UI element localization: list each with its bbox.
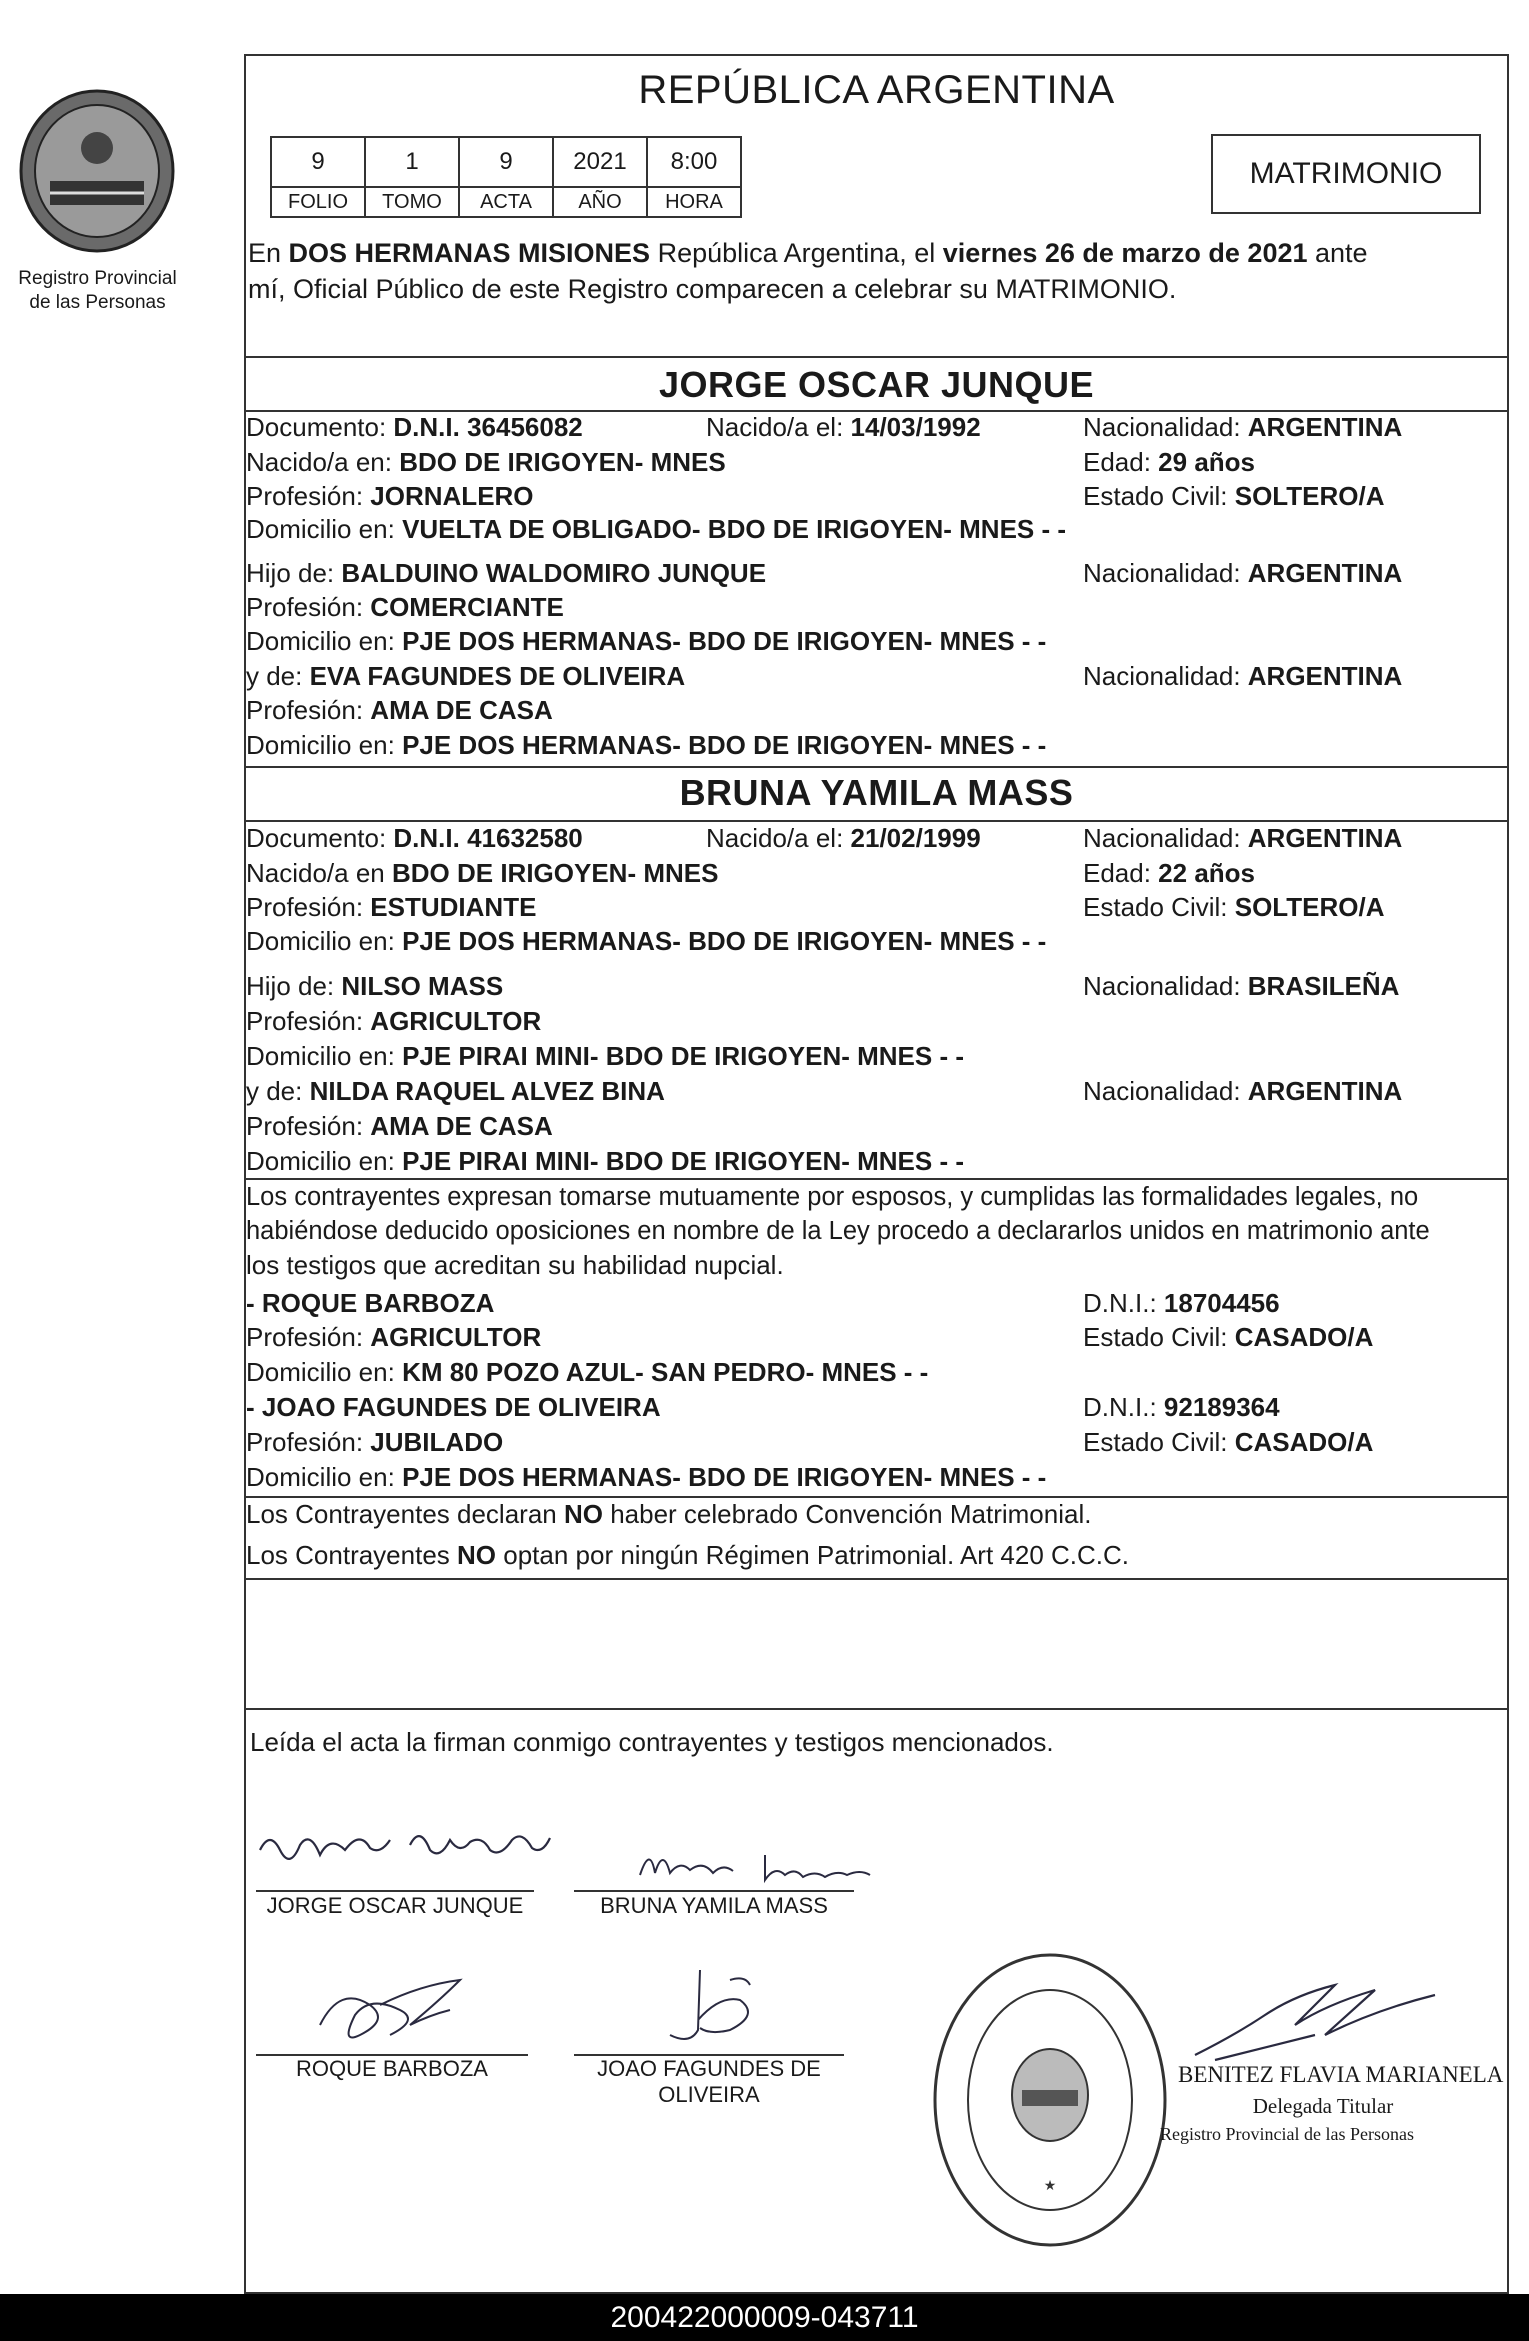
groom-civil-status: Estado Civil: SOLTERO/A: [1083, 481, 1385, 511]
groom-mother-nationality: Nacionalidad: ARGENTINA: [1083, 661, 1403, 691]
groom-birthplace: Nacido/a en: BDO DE IRIGOYEN- MNES: [246, 447, 726, 477]
declaration-line2: habiéndose deducido oposiciones en nombre de la Ley procedo a declararlos unidos en matrimonio ante: [246, 1217, 1430, 1245]
document-type-box: MATRIMONIO: [1211, 134, 1481, 214]
witness2-profession: Profesión: JUBILADO: [246, 1427, 504, 1457]
witness2-signature-label-line1: JOAO FAGUNDES DE: [597, 2056, 821, 2081]
declaration-line1: Los contrayentes expresan tomarse mutuamente por esposos, y cumplidas las formalidades legales, no: [246, 1183, 1419, 1211]
declaration-line3: los testigos que acreditan su habilidad nupcial.: [246, 1250, 784, 1280]
bride-civil-status: Estado Civil: SOLTERO/A: [1083, 892, 1385, 922]
patrimonial-line2: Los Contrayentes NO optan por ningún Régimen Patrimonial. Art 420 C.C.C.: [246, 1540, 1130, 1570]
bride-mother: y de: NILDA RAQUEL ALVEZ BINA: [246, 1076, 665, 1106]
official-signature: [1175, 1965, 1475, 2075]
bride-father-profession: Profesión: AGRICULTOR: [246, 1006, 542, 1036]
bride-nationality: Nacionalidad: ARGENTINA: [1083, 823, 1403, 853]
official-role: Delegada Titular: [1252, 2094, 1394, 2118]
bride-birthplace: Nacido/a en BDO DE IRIGOYEN- MNES: [246, 858, 719, 888]
official-name: BENITEZ FLAVIA MARIANELA: [1178, 2062, 1504, 2087]
groom-profession: Profesión: JORNALERO: [246, 481, 534, 511]
signature-line: [574, 1890, 854, 1892]
logo-caption-line2: de las Personas: [29, 292, 166, 313]
witness2-address: Domicilio en: PJE DOS HERMANAS- BDO DE IRIGOYEN- MNES - -: [246, 1462, 1047, 1492]
bride-signature-label: BRUNA YAMILA MASS: [600, 1893, 828, 1918]
intro-line2: mí, Oficial Público de este Registro comparecen a celebrar su MATRIMONIO.: [248, 274, 1177, 304]
witness1-address: Domicilio en: KM 80 POZO AZUL- SAN PEDRO- MNES - -: [246, 1357, 929, 1387]
groom-mother-profession: Profesión: AMA DE CASA: [246, 695, 553, 725]
witness2-name: - JOAO FAGUNDES DE OLIVEIRA: [246, 1392, 661, 1422]
bride-mother-address: Domicilio en: PJE PIRAI MINI- BDO DE IRIGOYEN- MNES - -: [246, 1146, 964, 1176]
bride-birthdate: Nacido/a el: 21/02/1999: [706, 823, 981, 853]
groom-address: Domicilio en: VUELTA DE OBLIGADO- BDO DE IRIGOYEN- MNES - -: [246, 514, 1067, 544]
divider: [244, 766, 1509, 768]
groom-father-profession: Profesión: COMERCIANTE: [246, 592, 564, 622]
anio-label: AÑO: [553, 187, 647, 217]
registry-numbers-table: [270, 136, 742, 218]
witness2-signature-label-line2: OLIVEIRA: [658, 2082, 760, 2107]
witness1-dni: D.N.I.: 18704456: [1083, 1288, 1280, 1318]
official-stamp: [925, 1945, 1175, 2255]
bride-name: BRUNA YAMILA MASS: [679, 772, 1074, 813]
svg-text:★: ★: [1043, 2179, 1057, 2194]
folio-value: 9: [271, 137, 365, 187]
divider: [244, 356, 1509, 358]
witness1-civil-status: Estado Civil: CASADO/A: [1083, 1322, 1374, 1352]
tomo-value: 1: [365, 137, 459, 187]
acta-value: 9: [459, 137, 553, 187]
groom-mother-address: Domicilio en: PJE DOS HERMANAS- BDO DE IRIGOYEN- MNES - -: [246, 730, 1047, 760]
groom-signature-label: JORGE OSCAR JUNQUE: [266, 1893, 524, 1918]
ceremony-date: viernes 26 de marzo de 2021: [942, 238, 1308, 268]
groom-signature: [250, 1800, 610, 1880]
groom-father: Hijo de: BALDUINO WALDOMIRO JUNQUE: [246, 558, 767, 588]
hora-label: HORA: [647, 187, 741, 217]
witness2-civil-status: Estado Civil: CASADO/A: [1083, 1427, 1374, 1457]
bride-mother-nationality: Nacionalidad: ARGENTINA: [1083, 1076, 1403, 1106]
bride-profession: Profesión: ESTUDIANTE: [246, 892, 537, 922]
groom-nationality: Nacionalidad: ARGENTINA: [1083, 412, 1403, 442]
bride-address: Domicilio en: PJE DOS HERMANAS- BDO DE IRIGOYEN- MNES - -: [246, 926, 1047, 956]
witness2-dni: D.N.I.: 92189364: [1083, 1392, 1280, 1422]
ceremony-place: DOS HERMANAS MISIONES: [288, 238, 651, 268]
provincial-seal-logo: [12, 86, 182, 256]
groom-father-address: Domicilio en: PJE DOS HERMANAS- BDO DE IRIGOYEN- MNES - -: [246, 626, 1047, 656]
bride-father-nationality: Nacionalidad: BRASILEÑA: [1083, 971, 1400, 1001]
page-title: REPÚBLICA ARGENTINA: [638, 68, 1115, 112]
official-org: Registro Provincial de las Personas: [1160, 2124, 1414, 2144]
divider: [244, 1708, 1509, 1710]
divider: [244, 1496, 1509, 1498]
witness1-name: - ROQUE BARBOZA: [246, 1288, 495, 1318]
groom-document: Documento: D.N.I. 36456082: [246, 412, 583, 442]
folio-label: FOLIO: [271, 187, 365, 217]
divider: [244, 1578, 1509, 1580]
groom-father-nationality: Nacionalidad: ARGENTINA: [1083, 558, 1403, 588]
witness2-signature: [630, 1960, 830, 2060]
witness1-signature-label: ROQUE BARBOZA: [296, 2056, 488, 2081]
bride-document: Documento: D.N.I. 41632580: [246, 823, 583, 853]
tomo-label: TOMO: [365, 187, 459, 217]
groom-mother: y de: EVA FAGUNDES DE OLIVEIRA: [246, 661, 686, 691]
bride-father: Hijo de: NILSO MASS: [246, 971, 504, 1001]
logo-caption-line1: Registro Provincial: [18, 268, 177, 289]
bride-age: Edad: 22 años: [1083, 858, 1255, 888]
acta-label: ACTA: [459, 187, 553, 217]
divider: [244, 1178, 1509, 1180]
closing-statement: Leída el acta la firman conmigo contrayentes y testigos mencionados.: [250, 1727, 1054, 1757]
bride-father-address: Domicilio en: PJE PIRAI MINI- BDO DE IRIGOYEN- MNES - -: [246, 1041, 964, 1071]
bride-signature: [625, 1835, 905, 1895]
patrimonial-line1: Los Contrayentes declaran NO haber celebrado Convención Matrimonial.: [246, 1499, 1092, 1529]
groom-age: Edad: 29 años: [1083, 447, 1255, 477]
witness1-profession: Profesión: AGRICULTOR: [246, 1322, 542, 1352]
groom-name: JORGE OSCAR JUNQUE: [658, 364, 1095, 405]
document-code-footer: 200422000009-043711: [0, 2294, 1529, 2341]
groom-birthdate: Nacido/a el: 14/03/1992: [706, 412, 981, 442]
hora-value: 8:00: [647, 137, 741, 187]
signature-line: [256, 1890, 534, 1892]
bride-mother-profession: Profesión: AMA DE CASA: [246, 1111, 553, 1141]
intro-line1: En DOS HERMANAS MISIONES República Argentina, el viernes 26 de marzo de 2021 ante: [248, 238, 1368, 268]
witness1-signature: [300, 1965, 500, 2065]
anio-value: 2021: [553, 137, 647, 187]
divider: [244, 820, 1509, 822]
